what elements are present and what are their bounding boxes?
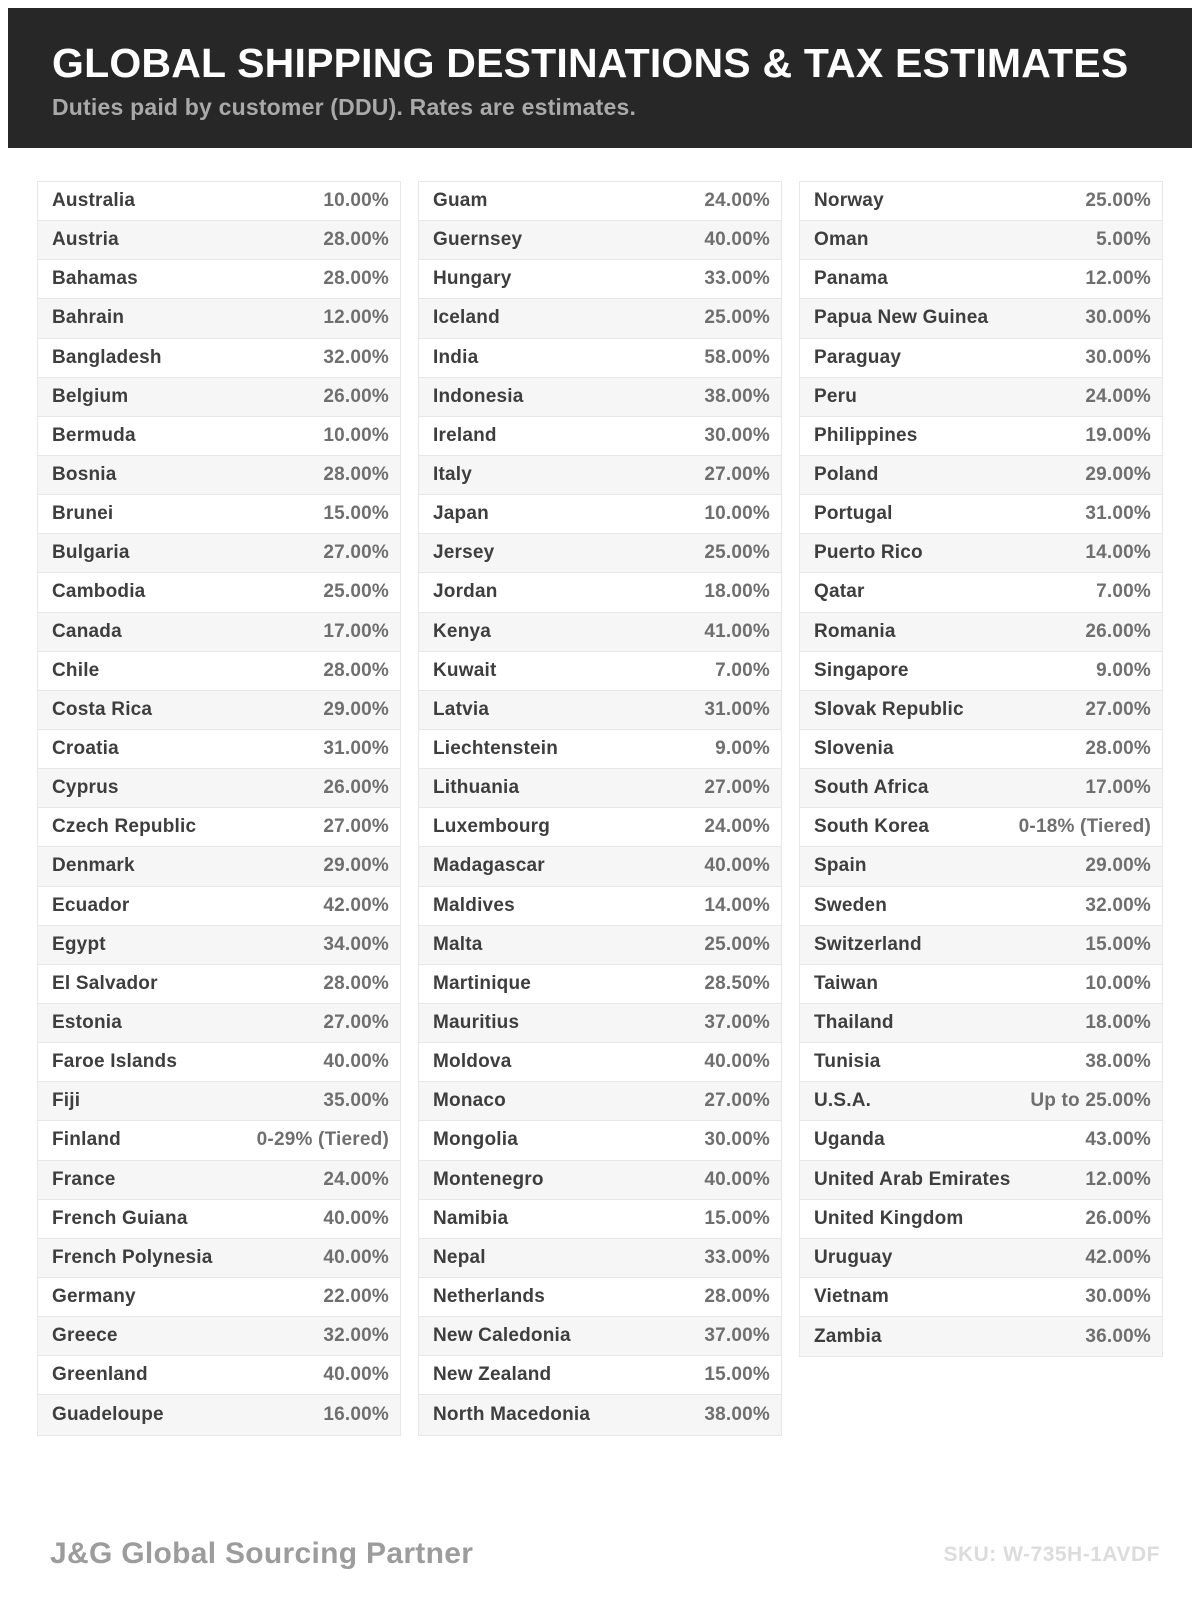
table-row [800,417,1162,456]
tax-rate: 30.00% [1085,1286,1151,1307]
table-row [419,1200,781,1239]
country-name: Cyprus [52,777,119,799]
tax-rate: 40.00% [323,1246,389,1268]
table-row [419,1317,781,1356]
tax-rate: 26.00% [1085,1207,1151,1229]
country-name: Guadeloupe [52,1403,164,1425]
country-name: Brunei [52,503,114,525]
table-row [38,652,400,691]
tax-rate: 38.00% [704,385,770,407]
table-row [38,730,400,769]
tax-rate: 30.00% [1085,307,1151,329]
country-name: Sweden [814,894,887,916]
country-name: Slovenia [814,738,894,760]
country-name: Denmark [52,855,135,877]
country-name: Spain [814,855,867,877]
tax-rate: 12.00% [1085,1168,1151,1190]
country-name: Fiji [52,1090,81,1112]
tax-rate: 27.00% [323,1012,389,1034]
table-row [38,1395,400,1434]
tax-rate: 7.00% [1096,581,1151,603]
table-row [38,339,400,378]
table-row [38,847,400,886]
table-row [419,887,781,926]
tax-rate: 28.00% [1085,738,1151,760]
tax-rate: 12.00% [1085,268,1151,290]
country-name: Lithuania [433,777,520,799]
table-row [800,769,1162,808]
table-row [419,339,781,378]
country-name: Oman [814,229,869,251]
table-row [419,534,781,573]
tax-rate: 12.00% [323,307,389,329]
tax-rate: 40.00% [704,855,770,877]
tax-rate: 26.00% [323,777,389,799]
country-name: North Macedonia [433,1403,591,1425]
table-row [38,1082,400,1121]
table-row [38,456,400,495]
tax-rate: 5.00% [1096,229,1151,251]
table-row [38,534,400,573]
sku-label: SKU: W-735H-1AVDF [943,1543,1160,1566]
tax-rate: 35.00% [323,1090,389,1112]
country-name: Italy [433,464,473,486]
table-row [419,1395,781,1434]
table-row [38,299,400,338]
table-row [800,534,1162,573]
tax-rate: 25.00% [323,581,389,603]
tax-rate: 25.00% [704,933,770,955]
country-name: Finland [52,1129,121,1151]
country-name: Cambodia [52,581,146,603]
tax-rate: Up to 25.00% [1030,1090,1151,1112]
country-name: Uruguay [814,1246,893,1268]
tax-rate: 18.00% [704,581,770,603]
country-name: United Arab Emirates [814,1168,1011,1190]
tax-rate: 29.00% [1085,855,1151,877]
table-row [419,769,781,808]
tax-rate: 27.00% [704,464,770,486]
table-row [800,613,1162,652]
table-row [38,573,400,612]
tax-rate: 28.00% [323,972,389,994]
country-name: Bulgaria [52,542,130,564]
country-name: Jordan [433,581,498,603]
table-row [38,1239,400,1278]
tax-rate: 16.00% [323,1403,389,1425]
tax-rate: 26.00% [1085,620,1151,642]
country-name: Iceland [433,307,500,329]
tax-rate: 32.00% [323,1325,389,1347]
tax-rate: 7.00% [715,659,770,681]
tax-rate: 15.00% [704,1364,770,1386]
tax-rate: 27.00% [323,542,389,564]
country-name: Mauritius [433,1012,520,1034]
table-row [419,847,781,886]
table-row [419,1082,781,1121]
table-row [800,730,1162,769]
table-row [38,417,400,456]
country-name: Guernsey [433,229,523,251]
country-name: Hungary [433,268,512,290]
tax-rate: 30.00% [704,1129,770,1151]
country-name: Croatia [52,738,119,760]
country-name: Panama [814,268,889,290]
tax-rate: 10.00% [1085,972,1151,994]
tax-rate: 29.00% [1085,464,1151,486]
tax-rate: 37.00% [704,1012,770,1034]
rates-column-1 [37,181,401,1436]
country-name: Peru [814,385,858,407]
tax-rate: 24.00% [323,1168,389,1190]
country-name: Taiwan [814,972,879,994]
country-name: Norway [814,190,884,212]
country-name: Costa Rica [52,698,153,720]
table-row [419,417,781,456]
table-row [38,1317,400,1356]
tax-rate: 32.00% [323,346,389,368]
tax-rate: 31.00% [1085,503,1151,525]
table-row [38,1043,400,1082]
tax-rate: 30.00% [1085,346,1151,368]
table-row [38,769,400,808]
country-name: Paraguay [814,346,902,368]
table-row [419,1004,781,1043]
country-name: Canada [52,620,122,642]
country-name: Guam [433,190,488,212]
rates-column-2 [418,181,782,1436]
tax-rate: 27.00% [704,1090,770,1112]
country-name: New Caledonia [433,1325,571,1347]
tax-rate: 40.00% [704,1051,770,1073]
table-row [419,965,781,1004]
country-name: Latvia [433,698,490,720]
table-row [419,378,781,417]
country-name: Singapore [814,659,909,681]
table-row [419,730,781,769]
page-subtitle: Duties paid by customer (DDU). Rates are estimates. [52,94,637,121]
table-row [419,926,781,965]
table-row [800,847,1162,886]
table-row [419,1356,781,1395]
country-name: Romania [814,620,896,642]
tax-rate: 43.00% [1085,1129,1151,1151]
tax-rate: 9.00% [1096,659,1151,681]
table-row [38,613,400,652]
country-name: French Guiana [52,1207,188,1229]
tax-rate: 42.00% [323,894,389,916]
table-row [38,808,400,847]
country-name: Austria [52,229,119,251]
tax-rate: 25.00% [704,307,770,329]
tax-rate: 28.00% [323,268,389,290]
table-row [800,221,1162,260]
table-row [419,456,781,495]
country-name: Papua New Guinea [814,307,989,329]
country-name: Bermuda [52,424,136,446]
tax-rate: 40.00% [704,229,770,251]
country-name: Bahrain [52,307,125,329]
country-name: Montenegro [433,1168,544,1190]
country-name: Slovak Republic [814,698,964,720]
table-row [800,456,1162,495]
table-row [38,926,400,965]
tax-rate: 40.00% [323,1207,389,1229]
table-row [38,965,400,1004]
country-name: Martinique [433,972,532,994]
tax-rate: 14.00% [1085,542,1151,564]
country-name: Chile [52,659,100,681]
table-row [800,965,1162,1004]
page-title: GLOBAL SHIPPING DESTINATIONS & TAX ESTIMATES [52,40,1129,86]
table-row [800,1121,1162,1160]
tax-rate: 27.00% [323,816,389,838]
tax-rate: 31.00% [323,738,389,760]
table-row [38,1004,400,1043]
tax-rate: 28.00% [323,659,389,681]
tax-rate: 38.00% [704,1403,770,1425]
table-row [419,260,781,299]
table-row [419,1043,781,1082]
tax-rate: 24.00% [1085,385,1151,407]
table-row [800,260,1162,299]
table-row [419,652,781,691]
tax-rate: 0-29% (Tiered) [256,1129,389,1151]
country-name: Malta [433,933,483,955]
tax-rate: 32.00% [1085,894,1151,916]
tax-rate: 33.00% [704,1246,770,1268]
country-name: Moldova [433,1051,512,1073]
country-name: Egypt [52,933,106,955]
country-name: Bangladesh [52,346,162,368]
tax-rate: 33.00% [704,268,770,290]
tax-rate: 19.00% [1085,424,1151,446]
table-row [38,1356,400,1395]
tax-rate: 37.00% [704,1325,770,1347]
table-row [800,1278,1162,1317]
tax-rate: 17.00% [1085,777,1151,799]
country-name: Netherlands [433,1286,546,1307]
table-row [419,1239,781,1278]
table-row [419,299,781,338]
country-name: Liechtenstein [433,738,559,760]
tax-rate: 28.00% [704,1286,770,1307]
country-name: South Korea [814,816,930,838]
tax-rate: 31.00% [704,698,770,720]
tax-rate: 10.00% [704,503,770,525]
country-name: Puerto Rico [814,542,923,564]
tax-rate: 42.00% [1085,1246,1151,1268]
table-row [800,1082,1162,1121]
tax-rate: 38.00% [1085,1051,1151,1073]
tax-rate: 14.00% [704,894,770,916]
country-name: Tunisia [814,1051,881,1073]
tax-rate: 28.00% [323,229,389,251]
tax-rate: 15.00% [1085,933,1151,955]
table-row [419,1278,781,1317]
country-name: Japan [433,503,489,525]
tax-rate: 29.00% [323,855,389,877]
table-row [800,1239,1162,1278]
rates-column-3 [799,181,1163,1357]
tax-rate: 9.00% [715,738,770,760]
table-row [38,378,400,417]
table-row [38,221,400,260]
tax-rate: 15.00% [704,1207,770,1229]
table-row [38,691,400,730]
tax-rate: 17.00% [323,620,389,642]
tax-rate: 36.00% [1085,1325,1151,1347]
table-row [800,573,1162,612]
country-name: Ireland [433,424,497,446]
country-name: Belgium [52,385,129,407]
country-name: Nepal [433,1246,486,1268]
table-row [419,1161,781,1200]
tax-rate: 40.00% [323,1051,389,1073]
table-row [800,1317,1162,1356]
table-row [800,1043,1162,1082]
table-row [800,926,1162,965]
country-name: El Salvador [52,972,158,994]
table-row [800,495,1162,534]
country-name: India [433,346,479,368]
table-row [800,299,1162,338]
country-name: South Africa [814,777,929,799]
tax-rate: 15.00% [323,503,389,525]
country-name: Portugal [814,503,893,525]
country-name: Indonesia [433,385,524,407]
tax-rate: 28.50% [704,972,770,994]
tax-rate: 28.00% [323,464,389,486]
tax-rate: 24.00% [704,816,770,838]
table-row [800,808,1162,847]
country-name: Poland [814,464,879,486]
country-name: Greenland [52,1364,148,1386]
table-row [800,339,1162,378]
country-name: Namibia [433,1207,509,1229]
country-name: Bahamas [52,268,138,290]
country-name: Ecuador [52,894,130,916]
tax-rate: 25.00% [704,542,770,564]
header-banner [8,8,1192,148]
tax-rate: 41.00% [704,620,770,642]
table-row [38,1161,400,1200]
country-name: Australia [52,190,136,212]
table-row [38,1121,400,1160]
table-row [419,808,781,847]
country-name: Czech Republic [52,816,197,838]
tax-rates-table [37,181,1163,1436]
brand-name: J&G Global Sourcing Partner [50,1537,474,1570]
table-row [800,182,1162,221]
table-row [419,495,781,534]
country-name: Uganda [814,1129,885,1151]
tax-rate: 0-18% (Tiered) [1018,816,1151,838]
country-name: Greece [52,1325,118,1347]
table-row [800,1004,1162,1043]
country-name: Kenya [433,620,492,642]
tax-rate: 22.00% [323,1286,389,1307]
tax-rate: 29.00% [323,698,389,720]
table-row [800,887,1162,926]
country-name: Germany [52,1286,136,1307]
country-name: New Zealand [433,1364,552,1386]
table-row [419,182,781,221]
tax-rate: 24.00% [704,190,770,212]
country-name: Kuwait [433,659,497,681]
country-name: Madagascar [433,855,545,877]
country-name: Zambia [814,1325,882,1347]
tax-rate: 10.00% [323,190,389,212]
table-row [419,613,781,652]
country-name: Luxembourg [433,816,551,838]
table-row [419,691,781,730]
tax-rate: 40.00% [323,1364,389,1386]
tax-rate: 10.00% [323,424,389,446]
tax-rate: 30.00% [704,424,770,446]
table-row [800,1200,1162,1239]
table-row [38,887,400,926]
tax-rate: 34.00% [323,933,389,955]
tax-rate: 26.00% [323,385,389,407]
country-name: French Polynesia [52,1246,213,1268]
country-name: Maldives [433,894,515,916]
country-name: Bosnia [52,464,117,486]
tax-rate: 27.00% [1085,698,1151,720]
tax-rate: 58.00% [704,346,770,368]
table-row [419,573,781,612]
country-name: Thailand [814,1012,894,1034]
tax-rate: 40.00% [704,1168,770,1190]
country-name: U.S.A. [814,1090,872,1112]
table-row [800,652,1162,691]
table-row [800,1161,1162,1200]
country-name: Philippines [814,424,918,446]
country-name: Jersey [433,542,495,564]
table-row [38,260,400,299]
country-name: France [52,1168,116,1190]
country-name: Vietnam [814,1286,889,1307]
table-row [800,378,1162,417]
table-row [38,1278,400,1317]
table-row [419,1121,781,1160]
country-name: Qatar [814,581,865,603]
table-row [800,691,1162,730]
country-name: Estonia [52,1012,123,1034]
table-row [419,221,781,260]
tax-rate: 25.00% [1085,190,1151,212]
table-row [38,182,400,221]
tax-rate: 18.00% [1085,1012,1151,1034]
country-name: Switzerland [814,933,922,955]
country-name: Mongolia [433,1129,518,1151]
country-name: Faroe Islands [52,1051,178,1073]
country-name: Monaco [433,1090,506,1112]
country-name: United Kingdom [814,1207,964,1229]
table-row [38,495,400,534]
table-row [38,1200,400,1239]
tax-rate: 27.00% [704,777,770,799]
